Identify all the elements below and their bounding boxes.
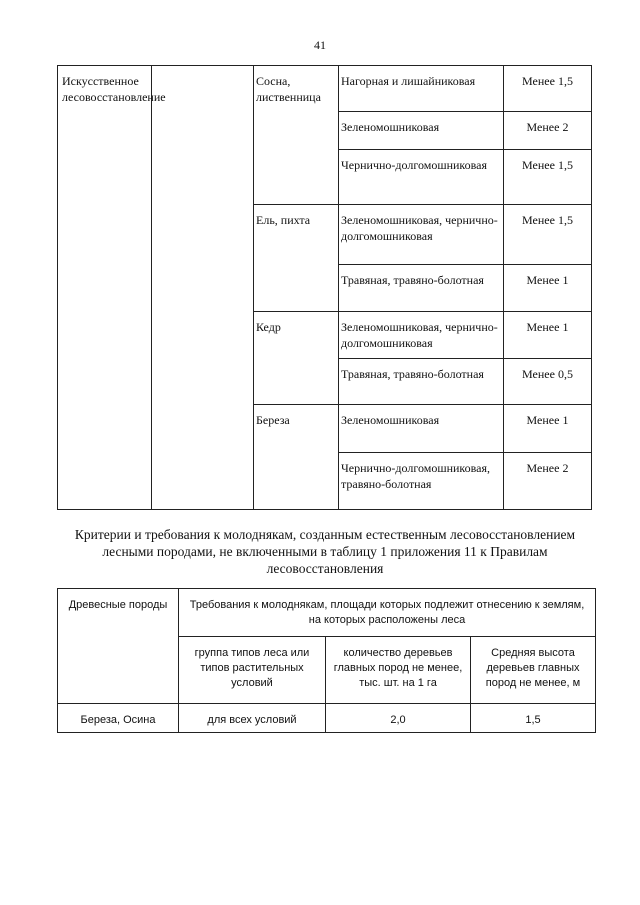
forest-type-cell: Зеленомошниковая, чернично-долгомошниковая: [339, 205, 504, 265]
value-cell: Менее 1: [504, 312, 592, 359]
height-value: 1,5: [471, 704, 596, 733]
avg-height-header: Средняя высота деревьев главных пород не менее, м: [471, 637, 596, 704]
forest-type-cell: Травяная, травяно-болотная: [339, 359, 504, 405]
value-cell: Менее 1,5: [504, 205, 592, 265]
requirements-header: Требования к молоднякам, площади которых подлежит отнесению к землям, на которых расположены леса: [179, 589, 596, 637]
species-header: Древесные породы: [58, 589, 179, 704]
empty-cell: [152, 66, 254, 510]
value-cell: Менее 2: [504, 453, 592, 510]
species-cell: Кедр: [254, 312, 339, 405]
method-cell: Искусственное лесовосстановление: [58, 66, 152, 510]
species-value: Береза, Осина: [58, 704, 179, 733]
condition-value: для всех условий: [179, 704, 326, 733]
value-cell: Менее 1,5: [504, 66, 592, 112]
value-cell: Менее 0,5: [504, 359, 592, 405]
species-cell: Береза: [254, 405, 339, 510]
tree-count-header: количество деревьев главных пород не менее, тыс. шт. на 1 га: [326, 637, 471, 704]
value-cell: Менее 1: [504, 265, 592, 312]
forest-type-cell: Чернично-долгомошниковая: [339, 150, 504, 205]
value-cell: Менее 1: [504, 405, 592, 453]
count-value: 2,0: [326, 704, 471, 733]
forest-type-cell: Зеленомошниковая, чернично-долгомошниковая: [339, 312, 504, 359]
forest-type-cell: Нагорная и лишайниковая: [339, 66, 504, 112]
section-title: Критерии и требования к молоднякам, созданным естественным лесовосстановлением лесными породами, не включенными в таблицу 1 приложения 11 к Правилам лесовосстановления: [74, 527, 576, 576]
forest-type-cell: Зеленомошниковая: [339, 112, 504, 150]
value-cell: Менее 2: [504, 112, 592, 150]
page-number: 41: [314, 38, 326, 52]
forest-type-cell: Зеленомошниковая: [339, 405, 504, 453]
value-cell: Менее 1,5: [504, 150, 592, 205]
forest-group-header: группа типов леса или типов растительных условий: [179, 637, 326, 704]
species-cell: Сосна, лиственница: [254, 66, 339, 205]
natural-reforestation-table: [57, 588, 596, 733]
forest-type-cell: Травяная, травяно-болотная: [339, 265, 504, 312]
reforestation-table: [57, 65, 592, 510]
forest-type-cell: Чернично-долгомошниковая, травяно-болотная: [339, 453, 504, 510]
species-cell: Ель, пихта: [254, 205, 339, 312]
